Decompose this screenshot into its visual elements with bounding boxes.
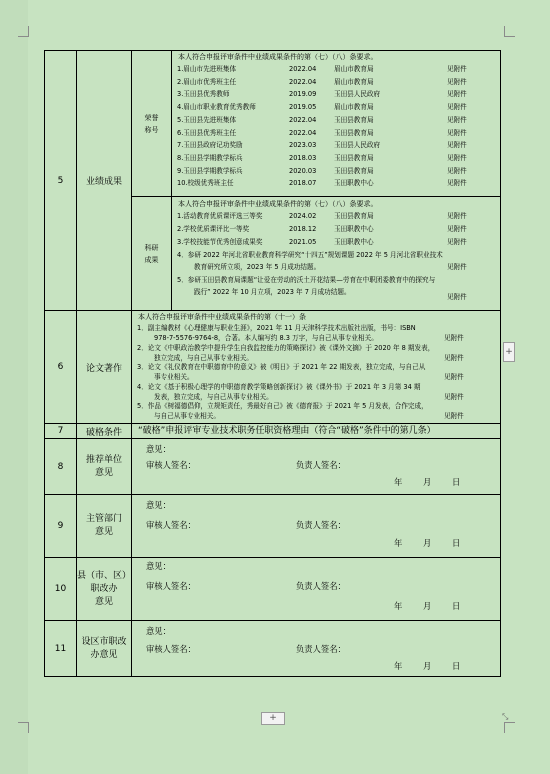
research-para-line: 5．参研玉田县教育局课题“让爱在劳动的沃土开花结果—劳育在中职团委教育中的探究与 xyxy=(177,276,436,284)
paper-line: 2．论文《中职政治教学中提升学生自我监控能力的策略探讨》被《课外文摘》于 2020 年 8 期发表， xyxy=(137,343,435,352)
row-label: 业绩成果 xyxy=(77,51,132,311)
row-number: 10 xyxy=(45,558,77,621)
opinion-cell[interactable] xyxy=(132,439,501,495)
attachment-ref: 见附件 xyxy=(447,77,467,86)
honor-title: 2.眉山市优秀班主任 xyxy=(177,77,237,86)
honor-date: 2019.09 xyxy=(289,90,317,99)
row-number: 9 xyxy=(45,495,77,558)
attachment-ref: 见附件 xyxy=(447,166,467,175)
attachment-ref: 见附件 xyxy=(447,225,467,233)
opinion-label: 意见： xyxy=(146,561,171,571)
honor-issuer: 玉田县教育局 xyxy=(334,166,374,175)
honor-date: 2018.07 xyxy=(289,179,317,188)
paper-line: 与自己从事专业相关。 xyxy=(154,412,220,420)
attachment-ref: 见附件 xyxy=(444,373,464,381)
label-line: 职改办 xyxy=(90,583,118,594)
reviewer-signature-label: 审核人签名： xyxy=(146,460,196,470)
attachment-ref: 见附件 xyxy=(447,141,467,150)
research-para-line: 4．参研 2022 年河北省职业教育科学研究“十四五”规划课题 2022 年 5 月河北省职业技术 xyxy=(177,251,443,259)
table-row xyxy=(45,51,501,197)
section-header: 本人符合申报评审条件中业绩成果条件的第（七）（八）条要求。 xyxy=(178,53,378,61)
honor-date: 2023.03 xyxy=(289,141,317,150)
sub-label-honors xyxy=(132,51,172,197)
date-year: 年 xyxy=(394,661,403,671)
label-line: 意见 xyxy=(94,596,113,607)
row-label xyxy=(77,621,132,677)
label-line: 称号 xyxy=(144,125,159,134)
research-date: 2018.12 xyxy=(289,225,317,233)
date-day: 日 xyxy=(452,538,461,548)
label-line: 科研 xyxy=(144,243,159,252)
table-row xyxy=(45,439,501,495)
honor-date: 2022.04 xyxy=(289,77,317,86)
section-header: 本人符合申报评审条件中业绩成果条件的第（十一）条 xyxy=(138,313,306,321)
research-para-line: 教育研究所立项，2023 年 5 月成功结题。 xyxy=(194,263,321,271)
row-label: 论文著作 xyxy=(77,311,132,424)
reviewer-signature-label: 审核人签名： xyxy=(146,581,196,591)
margin-corner-bottom-right xyxy=(504,722,515,733)
row-number: 8 xyxy=(45,439,77,495)
honor-issuer: 玉田职教中心 xyxy=(334,179,374,188)
honor-issuer: 玉田县人民政府 xyxy=(334,90,381,99)
section-header: 本人符合申报评审条件中业绩成果条件的第（七）（八）条要求。 xyxy=(178,200,378,208)
table-row xyxy=(45,311,501,424)
date-day: 日 xyxy=(452,661,461,671)
row-number: 6 xyxy=(45,311,77,424)
honor-title: 7.玉田县政府记功奖励 xyxy=(177,141,243,150)
label-line: 成果 xyxy=(144,255,159,264)
honors-content[interactable] xyxy=(172,51,501,197)
opinion-label: 意见： xyxy=(146,500,171,510)
research-para-line: 践行” 2022 年 10 月立项，2023 年 7 月成功结题。 xyxy=(194,288,351,296)
table-row xyxy=(45,495,501,558)
research-title: 1.活动教育优质课评选三等奖 xyxy=(177,212,263,220)
date-month: 月 xyxy=(423,601,432,611)
paper-line: 事专业相关。 xyxy=(154,373,194,381)
attachment-ref: 见附件 xyxy=(447,103,467,112)
research-issuer: 玉田职教中心 xyxy=(334,238,374,246)
responsible-signature-label: 负责人签名： xyxy=(296,644,346,654)
attachment-ref: 见附件 xyxy=(444,334,464,342)
attachment-ref: 见附件 xyxy=(447,293,467,301)
reviewer-signature-label: 审核人签名： xyxy=(146,644,196,654)
research-title: 3.学校技能节优秀创意成果奖 xyxy=(177,238,263,246)
label-line: 设区市职改 xyxy=(81,636,127,647)
exception-text: “破格”申报评审专业技术职务任职资格理由（符合“破格”条件中的第几条） xyxy=(138,426,436,436)
label-line: 县（市、区） xyxy=(77,570,132,581)
label-line: 办意见 xyxy=(90,649,118,660)
honor-issuer: 眉山市教育局 xyxy=(334,77,374,86)
honor-date: 2022.04 xyxy=(289,128,317,137)
research-content[interactable] xyxy=(172,197,501,311)
reviewer-signature-label: 审核人签名： xyxy=(146,520,196,530)
row-number: 7 xyxy=(45,424,77,439)
margin-corner-top-left xyxy=(18,26,29,37)
honor-title: 5.玉田县先进班集体 xyxy=(177,115,237,124)
honor-date: 2020.03 xyxy=(289,166,317,175)
table-resize-handle-icon[interactable]: ⤡ xyxy=(502,712,509,721)
margin-corner-top-right xyxy=(504,26,515,37)
honor-issuer: 眉山市教育局 xyxy=(334,103,374,112)
add-column-button[interactable]: + xyxy=(503,342,515,362)
research-title: 2.学校优质课评比一等奖 xyxy=(177,225,250,233)
attachment-ref: 见附件 xyxy=(447,115,467,124)
research-date: 2024.02 xyxy=(289,212,317,220)
attachment-ref: 见附件 xyxy=(444,412,464,420)
attachment-ref: 见附件 xyxy=(447,128,467,137)
attachment-ref: 见附件 xyxy=(444,353,464,362)
paper-line: 1．副主编教材《心理健康与职业生涯》，2021 年 11 月天津科学技术出版社出版，书号：ISBN xyxy=(137,324,416,332)
exception-content[interactable] xyxy=(132,424,501,439)
papers-content[interactable] xyxy=(132,311,501,424)
opinion-label: 意见： xyxy=(146,626,171,636)
attachment-ref: 见附件 xyxy=(447,65,467,73)
honor-issuer: 玉田县教育局 xyxy=(334,153,374,162)
responsible-signature-label: 负责人签名： xyxy=(296,460,346,470)
paper-line: 3．论文《礼仪教育在中职德育中的意义》被《明日》于 2021 年 22 期发表，独立完成，与自己从 xyxy=(137,363,426,371)
date-day: 日 xyxy=(452,601,461,611)
date-month: 月 xyxy=(423,477,432,487)
opinion-cell[interactable] xyxy=(132,558,501,621)
attachment-ref: 见附件 xyxy=(444,392,464,401)
opinion-label: 意见： xyxy=(146,444,171,454)
date-day: 日 xyxy=(452,477,461,487)
label-line: 意见 xyxy=(94,527,113,537)
attachment-ref: 见附件 xyxy=(447,212,467,220)
honor-title: 6.玉田县优秀班主任 xyxy=(177,128,237,137)
honor-title: 9.玉田县学期教学标兵 xyxy=(177,166,243,175)
paper-line: 5．作品《树福德倡仰，立规矩责任，秀最好自己》被《德育报》于 2021 年 5 月发表，合作完成， xyxy=(137,402,428,410)
attachment-ref: 见附件 xyxy=(447,263,467,271)
label-line: 荣誉 xyxy=(144,113,159,122)
responsible-signature-label: 负责人签名： xyxy=(296,581,346,591)
row-label xyxy=(77,439,132,495)
research-date: 2021.05 xyxy=(289,238,317,246)
honor-title: 4.眉山市职业教育优秀教师 xyxy=(177,103,256,112)
table-row xyxy=(45,621,501,677)
table-row xyxy=(45,558,501,621)
add-row-button[interactable]: + xyxy=(261,712,285,725)
table-row xyxy=(45,424,501,439)
honor-title: 10.校级优秀班主任 xyxy=(177,179,234,188)
label-line: 意见 xyxy=(94,467,113,478)
label-line: 推荐单位 xyxy=(85,454,122,465)
date-month: 月 xyxy=(423,661,432,671)
honor-issuer: 玉田县人民政府 xyxy=(334,141,381,150)
honor-issuer: 眉山市教育局 xyxy=(334,65,374,73)
date-month: 月 xyxy=(423,538,432,548)
opinion-cell[interactable] xyxy=(132,621,501,677)
honor-date: 2018.03 xyxy=(289,153,317,162)
honor-issuer: 玉田县教育局 xyxy=(334,115,374,124)
honor-date: 2019.05 xyxy=(289,103,317,112)
row-number: 11 xyxy=(45,621,77,677)
attachment-ref: 见附件 xyxy=(447,179,467,188)
paper-line: 4．论文《基于积极心理学的中职德育教学策略创新探讨》被《课外书》于 2021 年 3 月第 34 期 xyxy=(137,382,421,391)
research-issuer: 玉田县教育局 xyxy=(334,212,374,220)
paper-line: 发表，独立完成，与自己从事专业相关。 xyxy=(154,392,273,401)
honor-issuer: 玉田县教育局 xyxy=(334,128,374,137)
date-year: 年 xyxy=(394,601,403,611)
honor-title: 8.玉田县学期教学标兵 xyxy=(177,153,243,162)
honor-date: 2022.04 xyxy=(289,65,317,73)
row-number: 5 xyxy=(45,51,77,311)
application-form-table xyxy=(44,50,501,677)
attachment-ref: 见附件 xyxy=(447,238,467,246)
attachment-ref: 见附件 xyxy=(447,153,467,162)
label-line: 主管部门 xyxy=(85,514,122,524)
honor-title: 3.玉田县优秀教师 xyxy=(177,90,230,99)
row-label xyxy=(77,558,132,621)
responsible-signature-label: 负责人签名： xyxy=(296,520,346,530)
honor-title: 1.眉山市先进班集体 xyxy=(177,65,237,73)
sub-label-research xyxy=(132,197,172,311)
date-year: 年 xyxy=(394,538,403,548)
honor-date: 2022.04 xyxy=(289,115,317,124)
attachment-ref: 见附件 xyxy=(447,90,467,99)
paper-line: 978-7-5576-9764-8，合著。本人编写约 8.3 万字，与自己从事专业相关。 xyxy=(154,334,378,342)
opinion-cell[interactable] xyxy=(132,495,501,558)
paper-line: 独立完成，与自己从事专业相关。 xyxy=(154,353,253,362)
row-label xyxy=(77,495,132,558)
research-issuer: 玉田职教中心 xyxy=(334,225,374,233)
date-year: 年 xyxy=(394,477,403,487)
margin-corner-bottom-left xyxy=(18,722,29,733)
row-label: 破格条件 xyxy=(77,424,132,439)
